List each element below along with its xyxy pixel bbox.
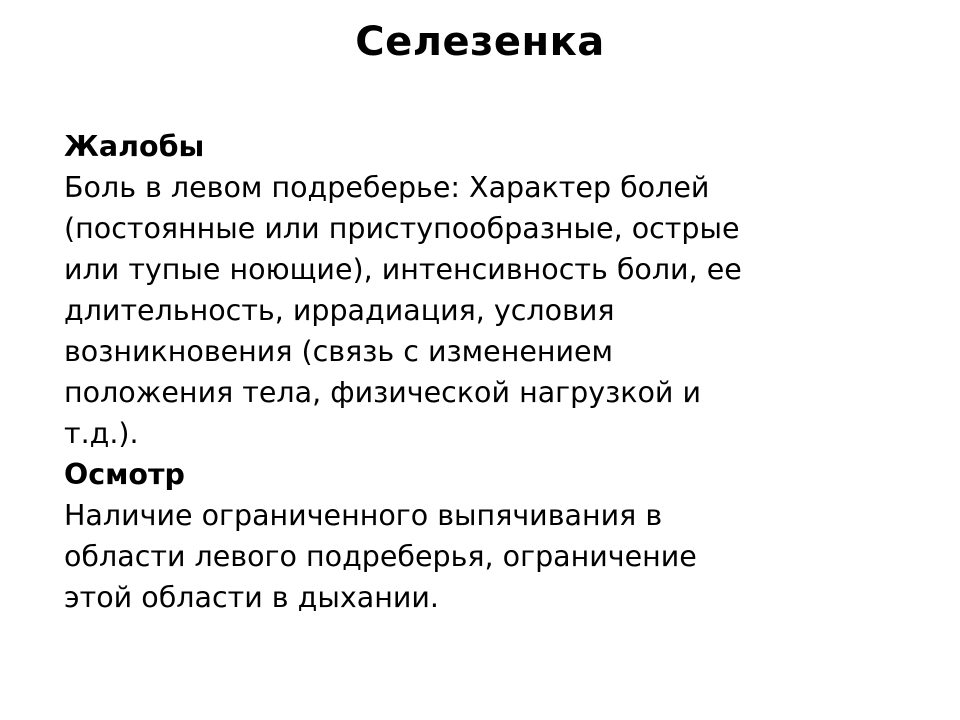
text-line: этой области в дыхании.: [64, 581, 439, 614]
text-line: положения тела, физической нагрузкой и: [64, 376, 702, 409]
section-examination: [64, 454, 924, 618]
slide-body: [64, 126, 924, 618]
text-line: (постоянные или приступообразные, острые: [64, 212, 740, 245]
text-line: области левого подреберья, ограничение: [64, 540, 697, 573]
text-line: т.д.).: [64, 417, 139, 450]
text-line: или тупые ноющие), интенсивность боли, ее: [64, 253, 742, 286]
slide-title: Селезенка: [355, 19, 605, 65]
section-heading: Жалобы: [64, 130, 205, 163]
section-heading: Осмотр: [64, 458, 185, 491]
text-line: Боль в левом подреберье: Характер болей: [64, 171, 710, 204]
text-line: длительность, иррадиация, условия: [64, 294, 615, 327]
section-complaints: [64, 126, 924, 454]
text-line: возникновения (связь с изменением: [64, 335, 614, 368]
text-line: Наличие ограниченного выпячивания в: [64, 499, 663, 532]
